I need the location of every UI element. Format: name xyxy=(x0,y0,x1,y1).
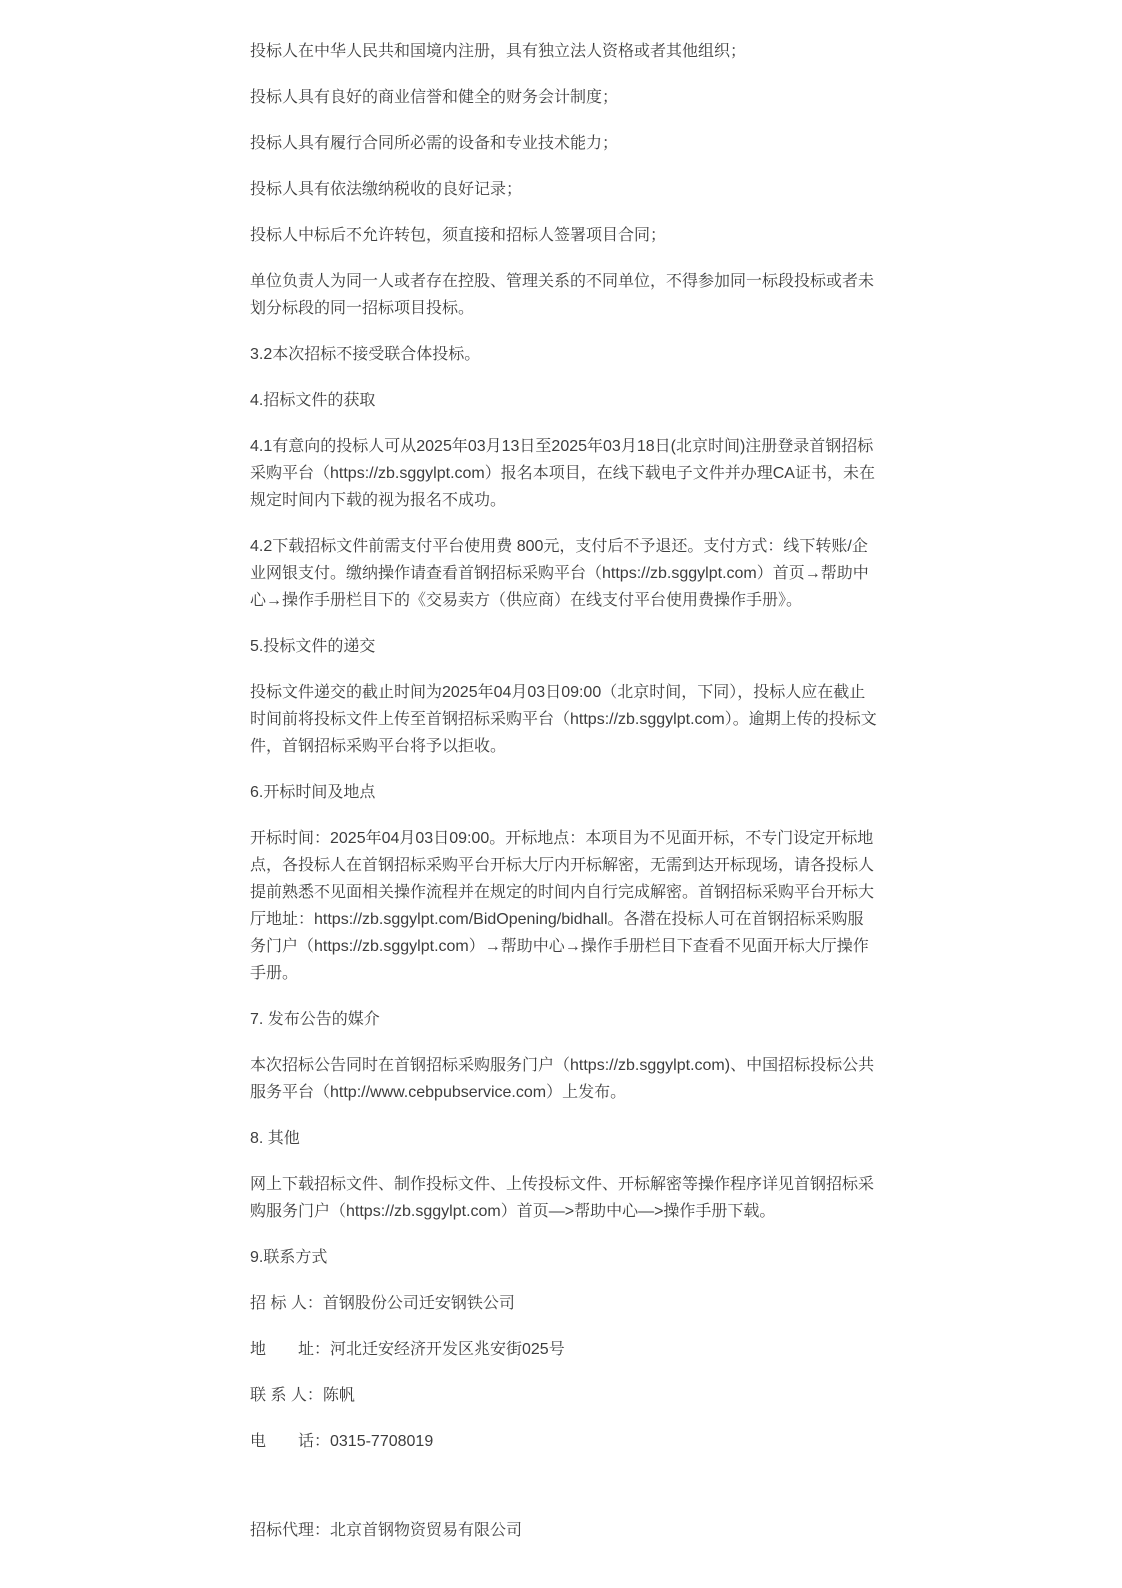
heading-section-5-bid-submission: 5.投标文件的递交 xyxy=(250,638,376,655)
para-5-submission-deadline: 投标文件递交的截止时间为2025年04月03日09:00（北京时间，下同），投标人应在截止时间前将投标文件上传至首钢招标采购平台（https://zb.sggylpt.com）。逾期上传的投标文件，首钢招标采购平台将予以拒收。 xyxy=(250,684,877,755)
para-same-leader-clause: 单位负责人为同一人或者存在控股、管理关系的不同单位，不得参加同一标段投标或者未划分标段的同一招标项目投标。 xyxy=(250,273,875,317)
para-tender-agent: 招标代理：北京首钢物资贸易有限公司 xyxy=(250,1522,523,1539)
para-7-announcement-platforms: 本次招标公告同时在首钢招标采购服务门户（https://zb.sggylpt.com)、中国招标投标公共服务平台（http://www.cebpubservice.com）上发布。 xyxy=(250,1057,875,1101)
para-bidder-registration-clause: 投标人在中华人民共和国境内注册，具有独立法人资格或者其他组织； xyxy=(250,43,747,60)
para-contact-person: 联 系 人：陈帆 xyxy=(250,1387,355,1404)
para-8-operation-manuals: 网上下载招标文件、制作投标文件、上传投标文件、开标解密等操作程序详见首钢招标采购服务门户（https://zb.sggylpt.com）首页—>帮助中心—>操作手册下载。 xyxy=(250,1176,875,1220)
para-bidder-credit-clause: 投标人具有良好的商业信誉和健全的财务会计制度； xyxy=(250,89,619,106)
para-bidder-capability-clause: 投标人具有履行合同所必需的设备和专业技术能力； xyxy=(250,135,619,152)
heading-section-4-obtain-documents: 4.招标文件的获取 xyxy=(250,392,376,409)
para-tenderer-name: 招 标 人：首钢股份公司迁安钢铁公司 xyxy=(250,1295,515,1312)
para-contact-phone: 电 话：0315-7708019 xyxy=(250,1433,434,1450)
para-6-bid-opening-details: 开标时间：2025年04月03日09:00。开标地点：本项目为不见面开标，不专门设定开标地点，各投标人在首钢招标采购平台开标大厅内开标解密，无需到达开标现场，请各投标人提前熟悉不见面相关操作流程并在规定的时间内自行完成解密。首钢招标采购平台开标大厅地址：https://zb.sggylpt.com/BidOpening/bidhall。各潜在投标人可在首钢招标采购服务门户（https://zb.sggylpt.com）→帮助中心→操作手册栏目下查看不见面开标大厅操作手册。 xyxy=(250,830,875,982)
document-content xyxy=(250,38,878,1563)
heading-section-8-other: 8. 其他 xyxy=(250,1130,300,1147)
para-bidder-tax-clause: 投标人具有依法缴纳税收的良好记录； xyxy=(250,181,523,198)
para-no-subcontract-clause: 投标人中标后不允许转包，须直接和招标人签署项目合同； xyxy=(250,227,667,244)
heading-section-6-bid-opening: 6.开标时间及地点 xyxy=(250,784,376,801)
para-4-1-registration-period: 4.1有意向的投标人可从2025年03月13日至2025年03月18日(北京时间)注册登录首钢招标采购平台（https://zb.sggylpt.com）报名本项目，在线下载电子文件并办理CA证书，未在规定时间内下载的视为报名不成功。 xyxy=(250,438,875,509)
heading-section-7-announcement-media: 7. 发布公告的媒介 xyxy=(250,1011,380,1028)
para-4-2-platform-fee: 4.2下载招标文件前需支付平台使用费 800元，支付后不予退还。支付方式：线下转账/企业网银支付。缴纳操作请查看首钢招标采购平台（https://zb.sggylpt.com）首页→帮助中心→操作手册栏目下的《交易卖方（供应商）在线支付平台使用费操作手册》。 xyxy=(250,538,869,609)
heading-section-9-contact: 9.联系方式 xyxy=(250,1249,328,1266)
para-tenderer-address: 地 址：河北迁安经济开发区兆安街025号 xyxy=(250,1341,565,1358)
para-no-consortium-clause: 3.2本次招标不接受联合体投标。 xyxy=(250,346,481,363)
